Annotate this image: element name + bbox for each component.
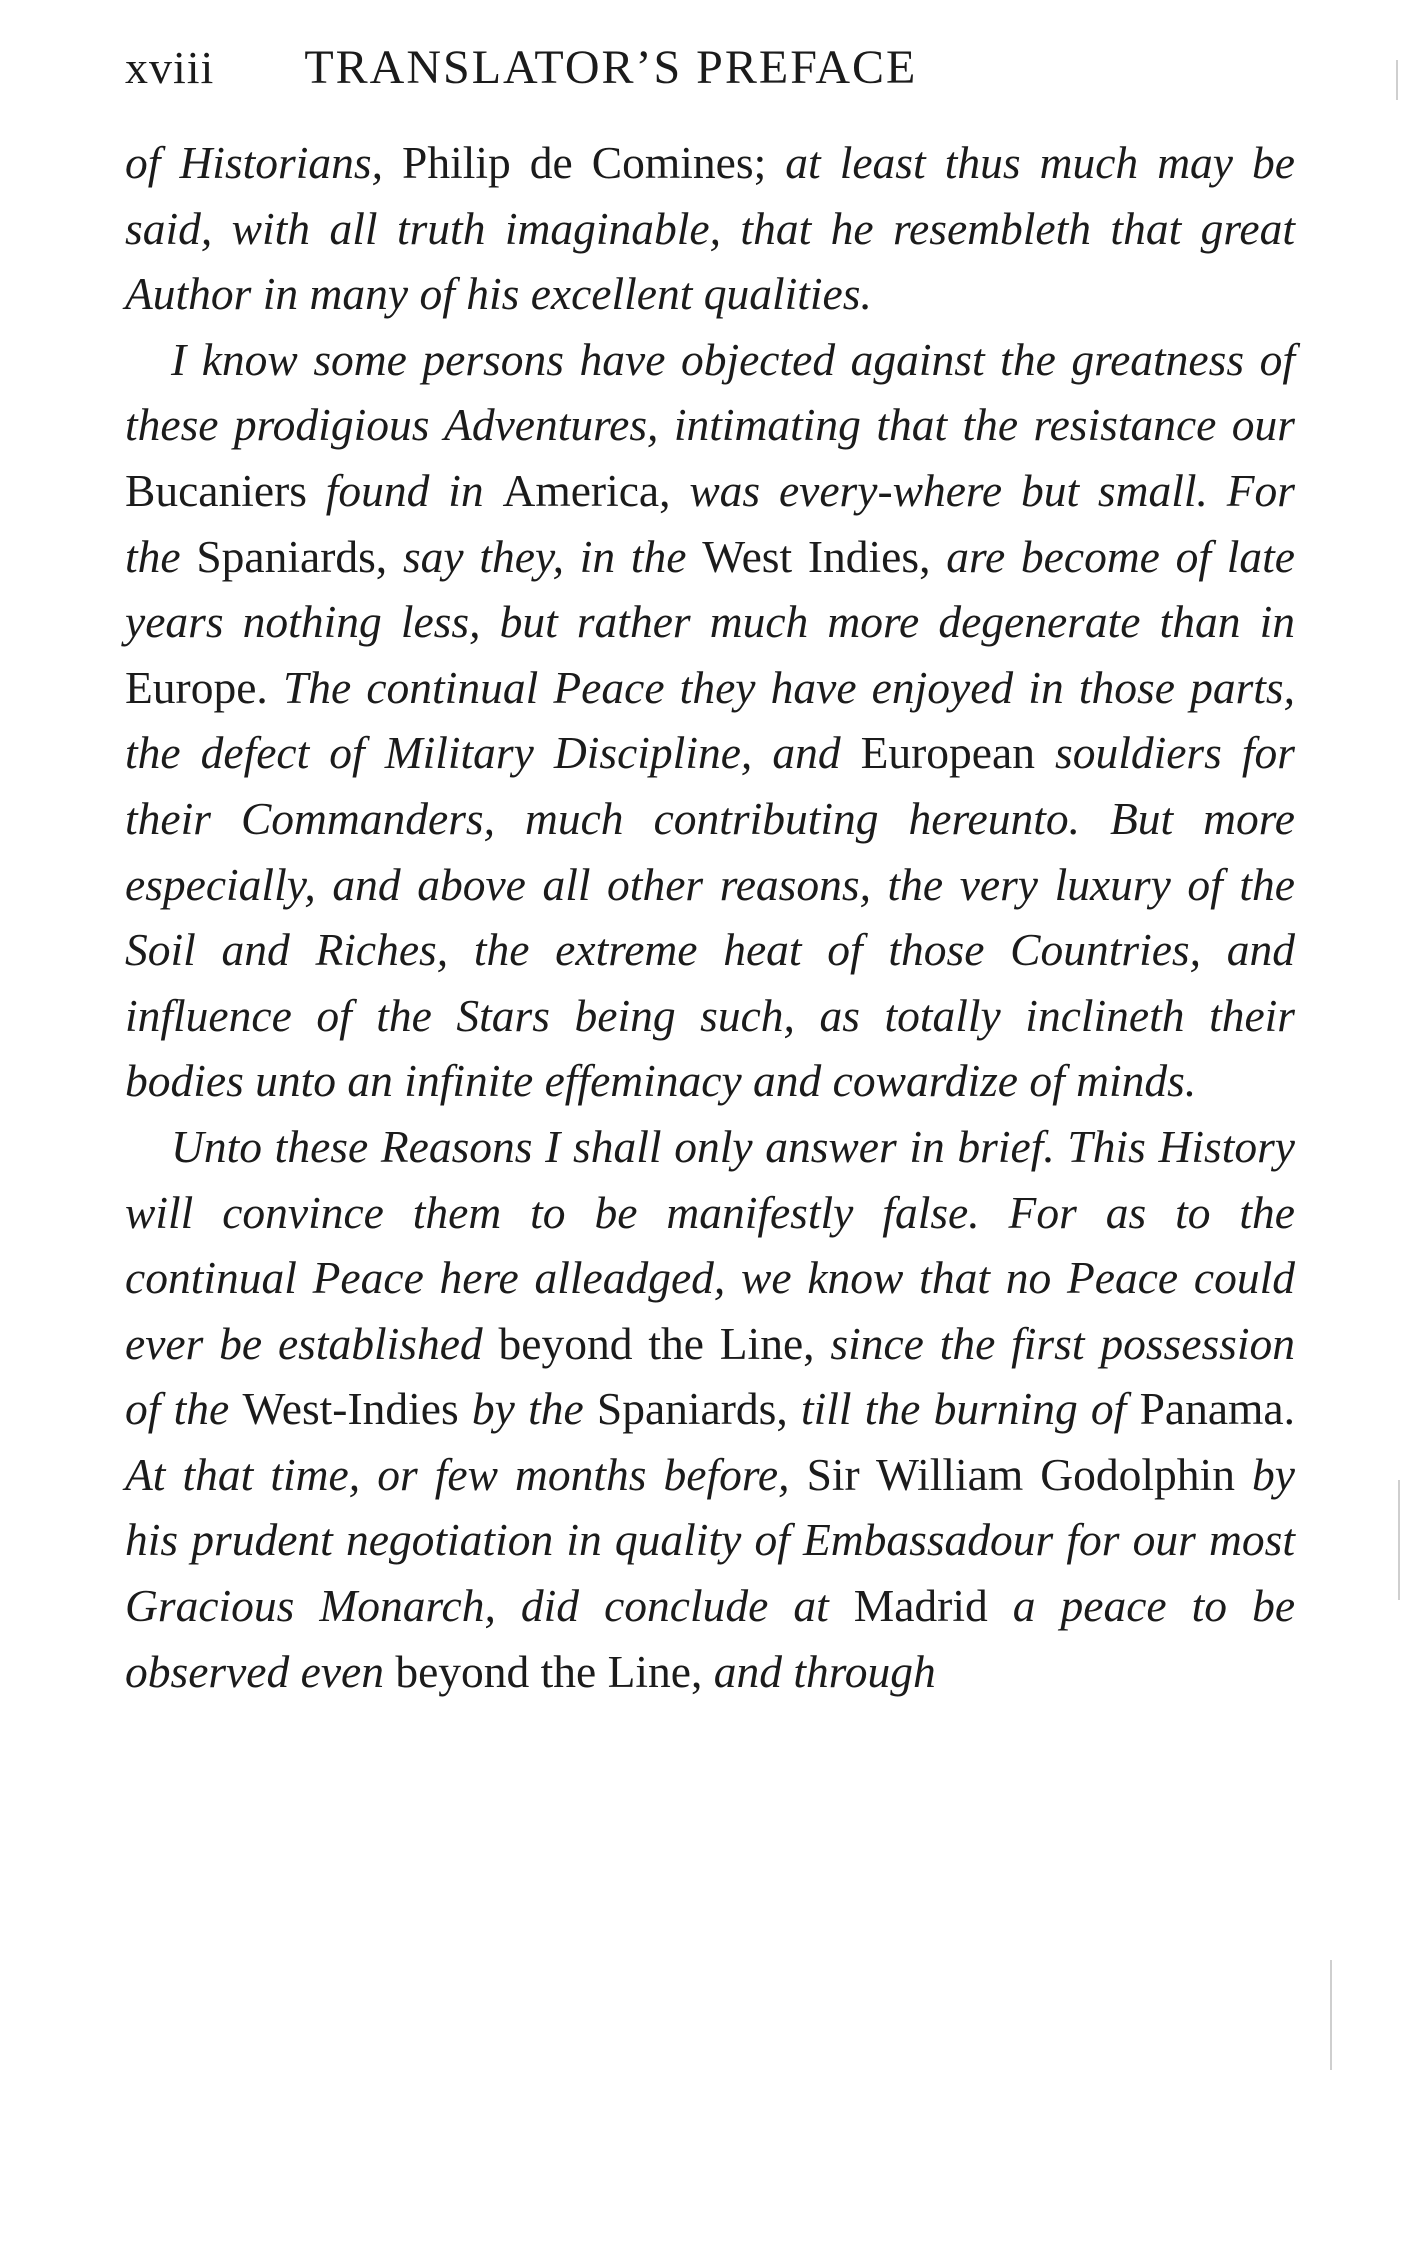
body-text xyxy=(125,130,1295,1704)
italic-text-run: The continual Peace they have enjoyed in those parts, the defect of Military Discipline, and xyxy=(125,661,1296,779)
roman-text-run: West Indies, xyxy=(702,530,947,582)
roman-text-run: Spaniards, xyxy=(196,530,403,582)
italic-text-run: souldiers for their Commanders, much contributing hereunto. But more especially, and above all other reasons, the very luxury of the Soil and Riches, the extreme heat of those Countries, and influence of the Stars being such, as totally inclineth their bodies unto an infinite effeminacy and cowardize of minds. xyxy=(125,727,1295,1107)
italic-text-run: by the xyxy=(471,1383,597,1435)
roman-text-run: beyond the Line, xyxy=(395,1645,714,1697)
roman-text-run: America, xyxy=(502,464,690,516)
roman-text-run: Spaniards, xyxy=(596,1383,801,1435)
italic-text-run: since the first possession of the xyxy=(125,1317,1296,1435)
roman-text-run: West-Indies xyxy=(242,1383,472,1435)
paragraph xyxy=(125,1114,1295,1704)
italic-text-run: was every-where but small. For the xyxy=(125,464,1295,582)
italic-text-run: found in xyxy=(325,464,503,516)
page-number: xviii xyxy=(125,42,215,93)
scan-edge-mark xyxy=(1396,60,1398,100)
running-head xyxy=(125,40,1305,120)
roman-text-run: Panama. xyxy=(1139,1383,1295,1435)
italic-text-run: by his prudent negotiation in quality of Embassadour for our most Gracious Monarch, did conclude at xyxy=(125,1448,1295,1632)
roman-text-run: Bucaniers xyxy=(125,464,326,516)
italic-text-run: are become of late years nothing less, but rather much more degenerate than in xyxy=(125,530,1296,648)
italic-text-run: Unto these Reasons I shall only answer in brief. This History will convince them to be manifestly false. For as to the continual Peace here alleadged, we know that no Peace could ever be established xyxy=(125,1120,1295,1369)
roman-text-run: Philip de Comines; xyxy=(402,137,786,188)
italic-text-run: At that time, or few months before, xyxy=(125,1448,807,1500)
roman-text-run: Madrid xyxy=(853,1580,1013,1632)
italic-text-run: at least thus much may be said, with all truth imaginable, that he resembleth that great Author in many of his excellent qualities. xyxy=(125,137,1296,320)
running-title: TRANSLATOR’S PREFACE xyxy=(304,41,918,94)
italic-text-run: a peace to be observed even xyxy=(125,1580,1296,1697)
roman-text-run: Europe. xyxy=(125,661,283,713)
italic-text-run: and through xyxy=(713,1645,936,1697)
italic-text-run: till the burning of xyxy=(800,1383,1140,1435)
roman-text-run: Sir William Godolphin xyxy=(806,1448,1253,1500)
paragraph xyxy=(125,327,1295,1114)
paragraph xyxy=(125,130,1295,327)
scan-edge-mark xyxy=(1330,1960,1332,2070)
italic-text-run: say they, in the xyxy=(402,530,703,582)
italic-text-run: of Historians, xyxy=(125,137,403,188)
roman-text-run: beyond the Line, xyxy=(498,1317,831,1369)
italic-text-run: I know some persons have objected against the greatness of these prodigious Adventures, intimating that the resistance our xyxy=(125,333,1295,451)
scan-edge-mark xyxy=(1398,1480,1400,1600)
roman-text-run: European xyxy=(860,727,1055,779)
